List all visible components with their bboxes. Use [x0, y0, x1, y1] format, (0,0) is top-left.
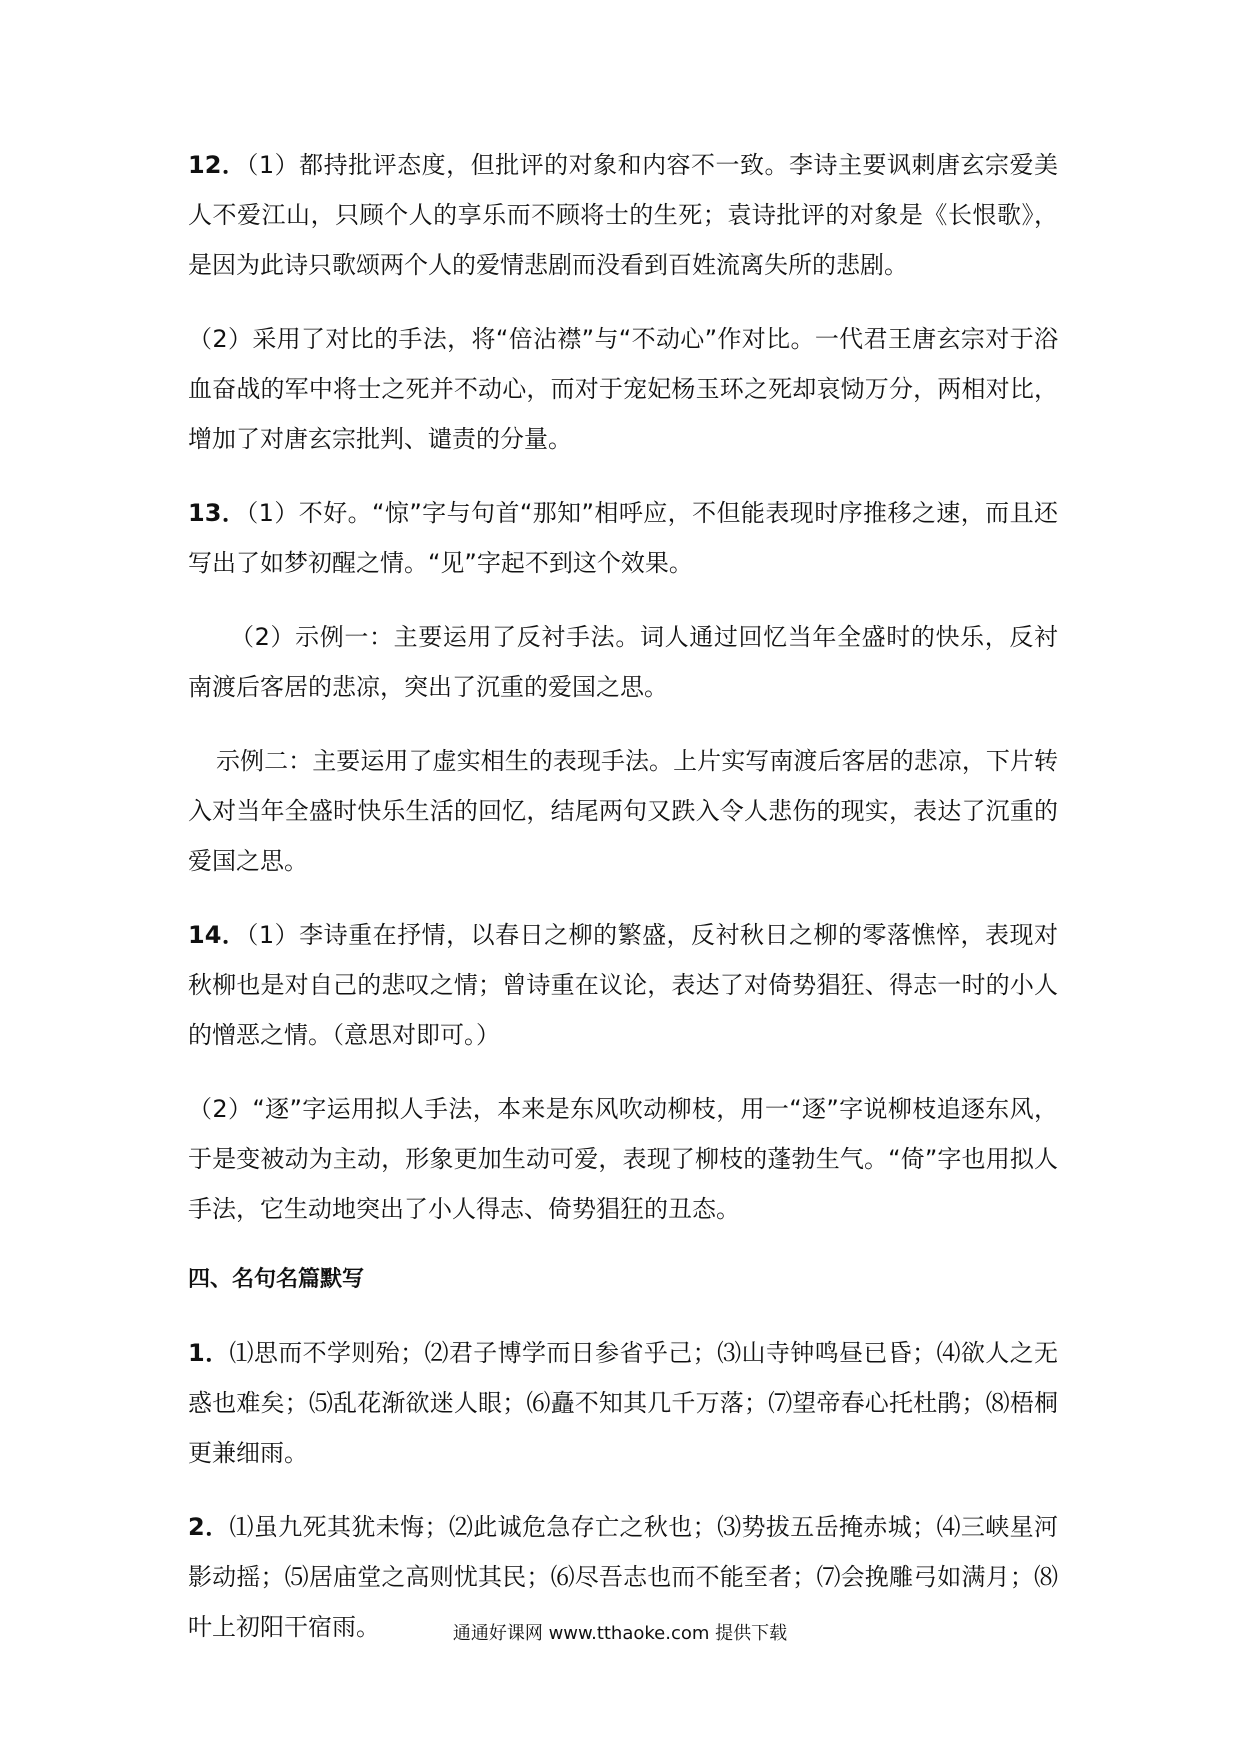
answer-text: （1）李诗重在抒情，以春日之柳的繁盛，反衬秋日之柳的零落憔悴，表现对秋柳也是对自己的悲叹之情；曾诗重在议论，表达了对倚势猖狂、得志一时的小人的憎恶之情。（意思对即可。） [188, 921, 1058, 1049]
answer-text: （1）都持批评态度，但批评的对象和内容不一致。李诗主要讽刺唐玄宗爱美人不爱江山，只顾个人的享乐而不顾将士的生死；袁诗批评的对象是《长恨歌》，是因为此诗只歌颂两个人的爱情悲剧而没看到百姓流离失所的悲剧。 [188, 151, 1058, 279]
section-heading: 四、名句名篇默写 [188, 1266, 365, 1292]
answer-14-part-2 [188, 1084, 1058, 1234]
dictation-answer-1 [188, 1328, 1058, 1478]
answer-13-example-2 [188, 736, 1058, 886]
answer-text: （1）不好。“惊”字与句首“那知”相呼应，不但能表现时序推移之速，而且还写出了如梦初醒之情。“见”字起不到这个效果。 [188, 499, 1058, 577]
question-number: 13． [188, 499, 247, 527]
answer-text: ⑴虽九死其犹未悔；⑵此诚危急存亡之秋也；⑶势拔五岳掩赤城；⑷三峡星河影动摇；⑸居庙堂之高则忧其民；⑹尽吾志也而不能至者；⑺会挽雕弓如满月；⑻叶上初阳干宿雨。 [188, 1513, 1059, 1641]
answer-text: ⑴思而不学则殆；⑵君子博学而日参省乎己；⑶山寺钟鸣昼已昏；⑷欲人之无惑也难矣；⑸乱花渐欲迷人眼；⑹矗不知其几千万落；⑺望帝春心托杜鹃；⑻梧桐更兼细雨。 [188, 1339, 1059, 1467]
answer-text: （2）采用了对比的手法，将“倍沾襟”与“不动心”作对比。一代君王唐玄宗对于浴血奋战的军中将士之死并不动心，而对于宠妃杨玉环之死却哀恸万分，两相对比，增加了对唐玄宗批判、谴责的分量。 [188, 325, 1058, 453]
question-number: 1． [188, 1339, 230, 1367]
question-number: 2． [188, 1513, 230, 1541]
answer-13-part-2 [188, 612, 1058, 712]
answer-text: 示例二：主要运用了虚实相生的表现手法。上片实写南渡后客居的悲凉，下片转入对当年全盛时快乐生活的回忆，结尾两句又跌入令人悲伤的现实，表达了沉重的爱国之思。 [188, 747, 1058, 875]
answer-14-part-1 [188, 910, 1058, 1060]
answer-text: （2）示例一：主要运用了反衬手法。词人通过回忆当年全盛时的快乐，反衬南渡后客居的悲凉，突出了沉重的爱国之思。 [188, 623, 1058, 701]
document-page [188, 140, 1058, 1652]
answer-12-part-1 [188, 140, 1058, 290]
answer-13-part-1 [188, 488, 1058, 588]
question-number: 14． [188, 921, 247, 949]
answer-12-part-2 [188, 314, 1058, 464]
answer-text: （2）“逐”字运用拟人手法，本来是东风吹动柳枝，用一“逐”字说柳枝追逐东风，于是变被动为主动，形象更加生动可爱，表现了柳枝的蓬勃生气。“倚”字也用拟人手法，它生动地突出了小人得志、倚势猖狂的丑态。 [188, 1095, 1058, 1223]
page-footer: 通通好课网 www.tthaoke.com 提供下载 [452, 1623, 788, 1644]
question-number: 12． [188, 151, 247, 179]
